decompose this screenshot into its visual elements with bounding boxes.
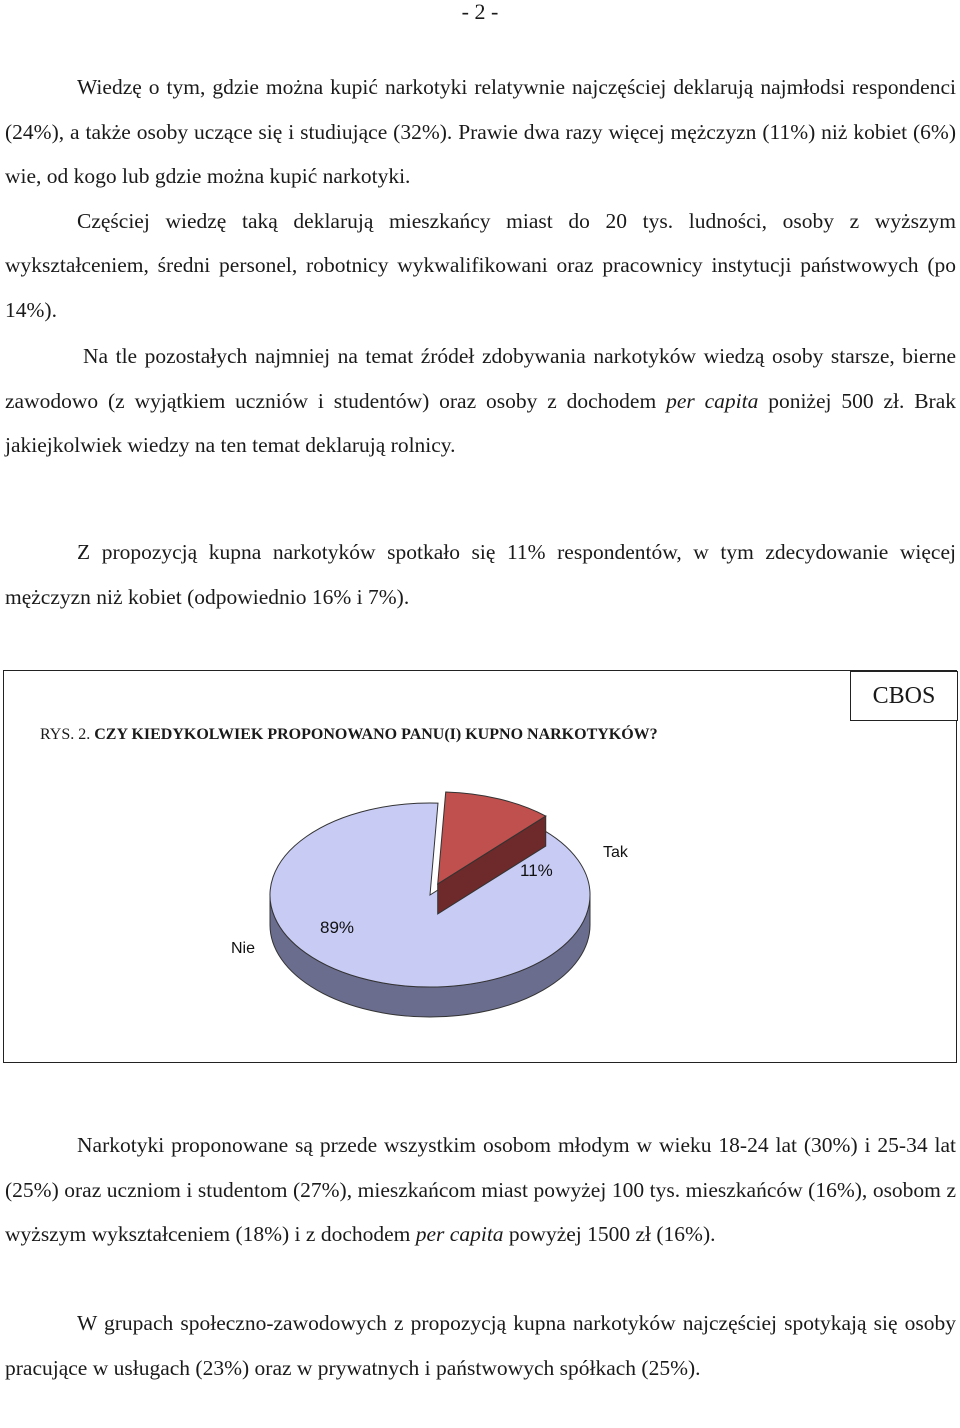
figure-number: RYS. 2. bbox=[40, 726, 91, 743]
paragraph-1-part-1: Wiedzę o tym, gdzie można kupić narkotyki relatywnie najczęściej deklarują najmłodsi respondenci (24%), a także osoby uczące się i studiujące (32%). Prawie dwa razy więcej mężczyzn (11%) niż kobiet (6%) wie, od kogo lub gdzie można kupić narkotyki. bbox=[5, 75, 956, 188]
figure-question: CZY KIEDYKOLWIEK PROPONOWANO PANU(I) KUPNO NARKOTYKÓW? bbox=[94, 726, 658, 743]
paragraph-3-text: Z propozycją kupna narkotyków spotkało się 11% respondentów, w tym zdecydowanie więcej mężczyzn niż kobiet (odpowiednio 16% i 7%). bbox=[5, 540, 956, 609]
page-number: - 2 - bbox=[461, 0, 499, 24]
category-label-nie: Nie bbox=[231, 940, 256, 957]
paragraph-4 bbox=[5, 1123, 956, 1257]
paragraph-4-italic: per capita bbox=[415, 1222, 504, 1246]
category-label-tak: Tak bbox=[603, 844, 628, 861]
paragraph-2-text-end: poniżej 500 zł. Brak jakiejkolwiek wiedzy na ten temat deklarują rolnicy. bbox=[5, 388, 956, 457]
paragraph-2-text: Na tle pozostałych najmniej na temat źródeł zdobywania narkotyków wiedzą osoby starsze, bierne zawodowo (z wyjątkiem uczniów i studentów) oraz osoby z dochodem bbox=[5, 344, 956, 413]
paragraph-4-text-end: powyżej 1500 zł (16%). bbox=[503, 1222, 716, 1246]
data-label-nie: 89% bbox=[320, 918, 355, 937]
paragraph-5 bbox=[5, 1301, 956, 1390]
data-label-tak: 11% bbox=[520, 861, 553, 880]
paragraph-5-text: W grupach społeczno-zawodowych z propozycją kupna narkotyków najczęściej spotykają się osoby pracujące w usługach (23%) oraz w prywatnych i państwowych spółkach (25%). bbox=[5, 1311, 956, 1380]
paragraph-4-text: Narkotyki proponowane są przede wszystkim osobom młodym w wieku 18-24 lat (30%) i 25-34 lat (25%) oraz uczniom i studentom (27%), mieszkańcom miast powyżej 100 tys. mieszkańców (16%), osobom z wyższym wykształceniem (18%) i z dochodem bbox=[5, 1133, 956, 1246]
paragraph-2-italic: per capita bbox=[666, 388, 759, 413]
paragraph-1-part-2: Częściej wiedzę taką deklarują mieszkańcy miast do 20 tys. ludności, osoby z wyższym wykształceniem, średni personel, robotnicy wykwalifikowani oraz pracownicy instytucji państwowych (po 14%). bbox=[5, 208, 956, 322]
source-box: CBOS bbox=[850, 671, 958, 721]
